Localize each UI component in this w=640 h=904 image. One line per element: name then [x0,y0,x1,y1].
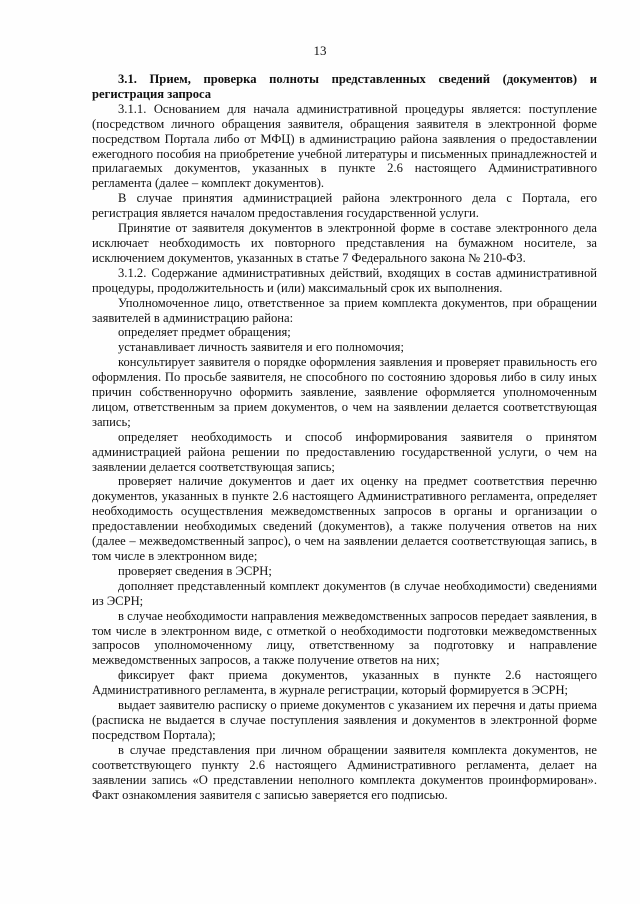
paragraph: в случае представления при личном обращении заявителя комплекта документов, не соответствующего пункту 2.6 настоящего Административного регламента, делает на заявлении запись «О представлении неполного комплекта документов проинформирован». Факт ознакомления заявителя с записью заверяется его подписью. [92,742,597,802]
paragraph: 3.1.2. Содержание административных действий, входящих в состав административной процедуры, продолжительность и (или) максимальный срок их выполнения. [92,265,597,295]
paragraph: дополняет представленный комплект документов (в случае необходимости) сведениями из ЭСРН; [92,578,597,608]
paragraph: выдает заявителю расписку о приеме документов с указанием их перечня и даты приема (расписка не выдается в случае поступления заявления и документов в электронной форме посредством Портала); [92,698,597,742]
paragraph: проверяет сведения в ЭСРН; [118,563,272,578]
paragraph: проверяет наличие документов и дает их оценку на предмет соответствия перечню документов, указанных в пункте 2.6 настоящего Административного регламента, определяет необходимость осуществления межведомственных запросов в органы и организации о предоставлении необходимых сведений (документов), а также получения ответов на них (далее – межведомственный запрос), о чем на заявлении делается соответствующая запись, в том числе в электронном виде; [92,474,597,563]
paragraph: Принятие от заявителя документов в электронной форме в составе электронного дела исключает необходимость их повторного представления на бумажном носителе, за исключением документов, указанных в статье 7 Федерального закона № 210-ФЗ. [92,221,597,265]
document-body [92,72,597,802]
paragraph: Уполномоченное лицо, ответственное за прием комплекта документов, при обращении заявителей в администрацию района: [92,295,597,325]
paragraph: устанавливает личность заявителя и его полномочия; [118,340,404,355]
paragraph: 3.1.1. Основанием для начала административной процедуры является: поступление (посредством личного обращения заявителя, обращения заявителя в электронной форме посредством Портала либо от МФЦ) в администрацию района заявления о предоставлении ежегодного пособия на приобретение учебной литературы и письменных принадлежностей и прилагаемых документов, указанных в пункте 2.6 настоящего Административного регламента (далее – комплект документов). [92,101,597,191]
paragraph: фиксирует факт приема документов, указанных в пункте 2.6 настоящего Административного регламента, в журнале регистрации, который формируется в ЭСРН; [92,668,597,698]
paragraph: определяет предмет обращения; [118,325,291,340]
paragraph: консультирует заявителя о порядке оформления заявления и проверяет правильность его оформления. По просьбе заявителя, не способного по состоянию здоровья либо в силу иных причин собственноручно оформить заявление, заявление оформляется уполномоченным лицом, ответственным за прием документов, о чем на заявлении делается соответствующая запись; [92,355,597,429]
paragraph: в случае необходимости направления межведомственных запросов передает заявления, в том числе в электронном виде, с отметкой о необходимости подготовки межведомственных запросов уполномоченному лицу, ответственному за подготовку и направление межведомственных запросов, а также получение ответов на них; [92,608,597,668]
page-number: 13 [313,43,327,58]
paragraph: определяет необходимость и способ информирования заявителя о принятом администрацией района решении по предоставлению государственной услуги, о чем на заявлении делается соответствующая запись; [92,429,597,474]
section-heading: 3.1. Прием, проверка полноты представленных сведений (документов) и регистрация запроса [92,72,597,101]
paragraph: В случае принятия администрацией района электронного дела с Портала, его регистрация является началом предоставления государственной услуги. [92,191,597,221]
